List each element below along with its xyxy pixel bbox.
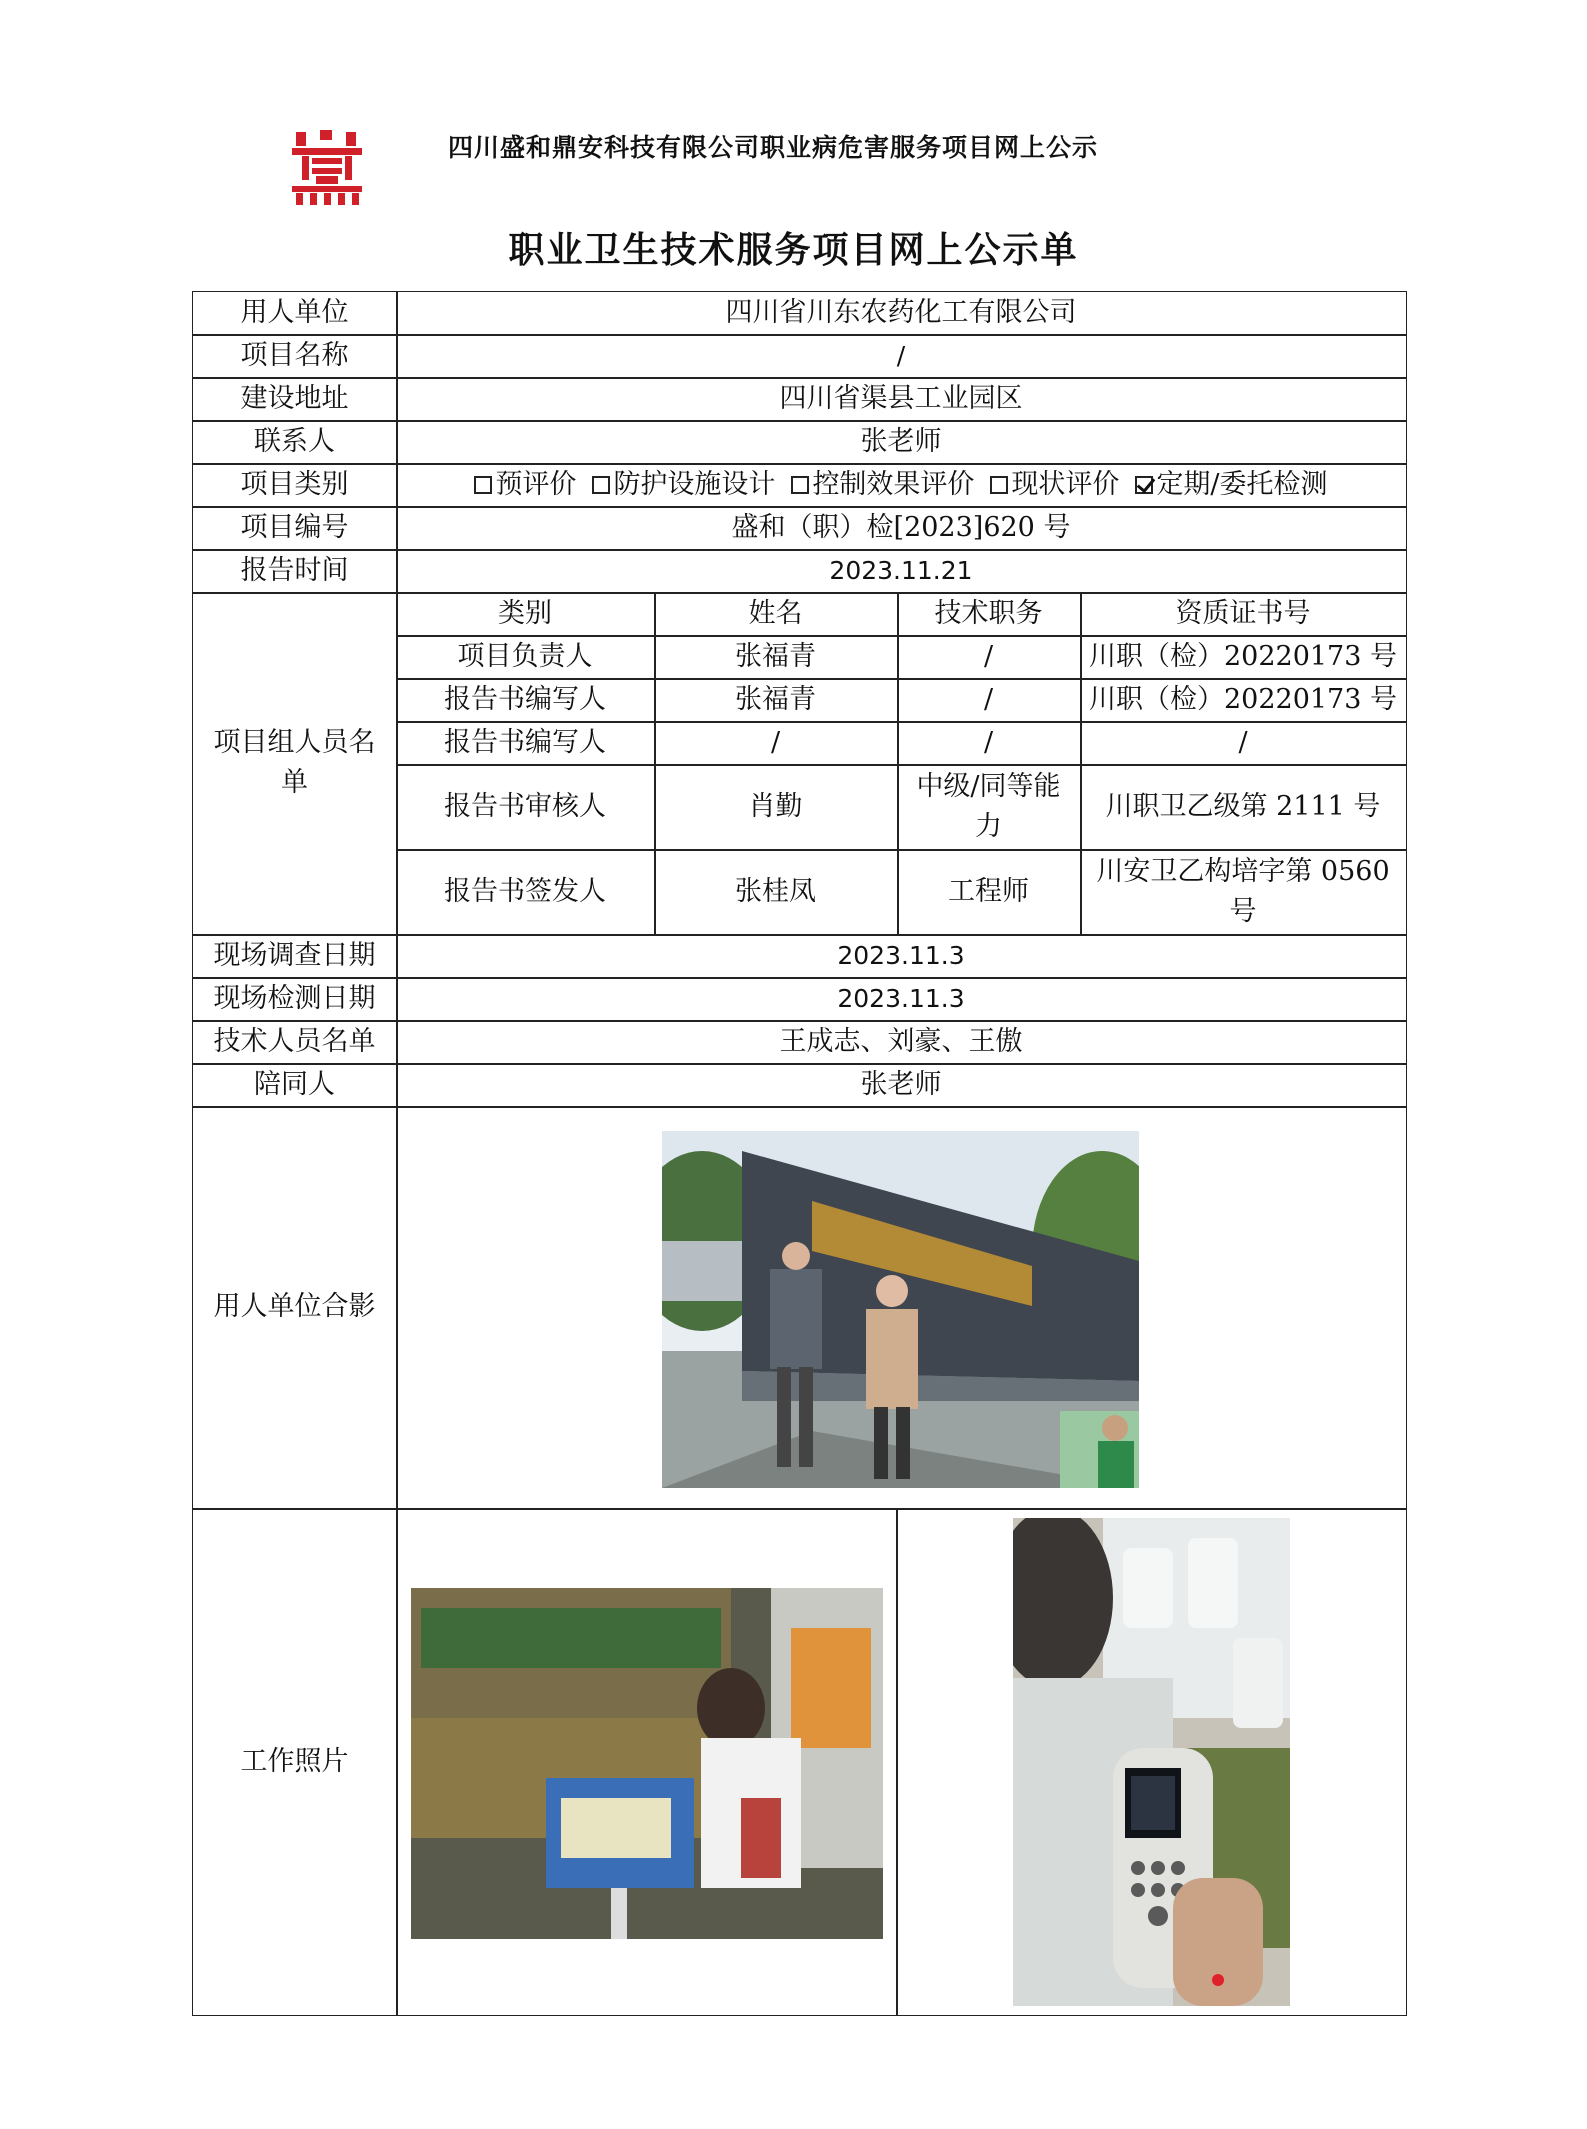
table-row-role: 报告书签发人 bbox=[444, 875, 606, 907]
accompany-value: 张老师 bbox=[860, 1068, 942, 1100]
notice-table bbox=[192, 291, 1407, 2016]
table-row-role: 报告书编写人 bbox=[444, 726, 606, 758]
checkbox-icon[interactable] bbox=[791, 476, 809, 494]
group-photo-image bbox=[662, 1131, 1139, 1488]
checkbox-icon[interactable] bbox=[592, 476, 610, 494]
team-label: 项目组人员名单 bbox=[213, 727, 376, 798]
option-status-evaluation[interactable]: 现状评价 bbox=[990, 465, 1119, 505]
report-time-label: 报告时间 bbox=[240, 554, 349, 586]
project-name-value: / bbox=[896, 340, 906, 370]
company-title: 四川盛和鼎安科技有限公司职业病危害服务项目网上公示 bbox=[448, 133, 1099, 162]
work-photo-sampler-image bbox=[411, 1588, 883, 1939]
employer-value: 四川省川东农药化工有限公司 bbox=[725, 297, 1077, 328]
technicians-label: 技术人员名单 bbox=[213, 1025, 376, 1057]
table-row-title: / bbox=[983, 726, 994, 758]
table-row-name: 张福青 bbox=[735, 683, 816, 715]
work-photo-label: 工作照片 bbox=[240, 1745, 349, 1777]
checkbox-icon[interactable] bbox=[990, 476, 1008, 494]
table-row-cert: 川职（检）20220173 号 bbox=[1088, 640, 1397, 672]
survey-date-label: 现场调查日期 bbox=[213, 939, 376, 971]
document-title: 职业卫生技术服务项目网上公示单 bbox=[508, 229, 1079, 271]
project-type-label: 项目类别 bbox=[240, 468, 349, 500]
site-address-label: 建设地址 bbox=[240, 382, 349, 414]
table-row-title: / bbox=[983, 683, 994, 715]
table-row-cert: / bbox=[1238, 726, 1248, 758]
group-photo-label: 用人单位合影 bbox=[213, 1291, 376, 1322]
employer-label: 用人单位 bbox=[240, 297, 349, 328]
team-header-role: 类别 bbox=[498, 597, 552, 629]
report-time-value: 2023.11.21 bbox=[829, 555, 973, 585]
company-logo-icon bbox=[290, 130, 364, 206]
test-date-value: 2023.11.3 bbox=[837, 983, 965, 1013]
table-row-name: 张福青 bbox=[735, 640, 816, 672]
table-row-title: / bbox=[983, 640, 994, 672]
team-header-title: 技术职务 bbox=[934, 597, 1043, 629]
option-pre-evaluation[interactable]: 预评价 bbox=[474, 465, 576, 505]
project-name-label: 项目名称 bbox=[240, 339, 349, 371]
technicians-value: 王成志、刘豪、王傲 bbox=[779, 1025, 1023, 1057]
option-control-effect[interactable]: 控制效果评价 bbox=[791, 465, 974, 505]
table-row-title: 中级/同等能力 bbox=[916, 770, 1061, 842]
table-row-cert: 川职（检）20220173 号 bbox=[1088, 683, 1397, 715]
test-date-label: 现场检测日期 bbox=[213, 982, 376, 1014]
table-row-name: 张桂凤 bbox=[735, 875, 816, 907]
table-row-role: 项目负责人 bbox=[457, 640, 593, 672]
table-row-role: 报告书编写人 bbox=[444, 683, 606, 715]
project-number-value: 盛和（职）检[2023]620 号 bbox=[731, 511, 1071, 543]
team-header-name: 姓名 bbox=[748, 597, 803, 629]
team-header-cert: 资质证书号 bbox=[1175, 597, 1311, 629]
option-periodic-testing[interactable]: 定期/委托检测 bbox=[1135, 465, 1327, 505]
table-row-cert: 川安卫乙构培字第 0560 号 bbox=[1096, 855, 1390, 927]
project-number-label: 项目编号 bbox=[240, 511, 349, 543]
option-protection-design[interactable]: 防护设施设计 bbox=[592, 465, 775, 505]
table-row-role: 报告书审核人 bbox=[444, 790, 606, 822]
site-address-value: 四川省渠县工业园区 bbox=[779, 382, 1023, 414]
table-row-cert: 川职卫乙级第 2111 号 bbox=[1105, 790, 1381, 822]
table-row-name: 肖勤 bbox=[748, 790, 803, 822]
table-row-title: 工程师 bbox=[948, 875, 1029, 907]
contact-value: 张老师 bbox=[860, 425, 942, 457]
checkbox-icon[interactable] bbox=[474, 476, 492, 494]
checkbox-checked-icon[interactable] bbox=[1135, 476, 1153, 494]
survey-date-value: 2023.11.3 bbox=[837, 940, 965, 970]
work-photo-meter-image bbox=[1013, 1518, 1290, 2006]
project-type-options bbox=[396, 463, 1406, 506]
contact-label: 联系人 bbox=[254, 425, 335, 457]
table-row-name: / bbox=[770, 726, 781, 758]
accompany-label: 陪同人 bbox=[254, 1068, 335, 1100]
